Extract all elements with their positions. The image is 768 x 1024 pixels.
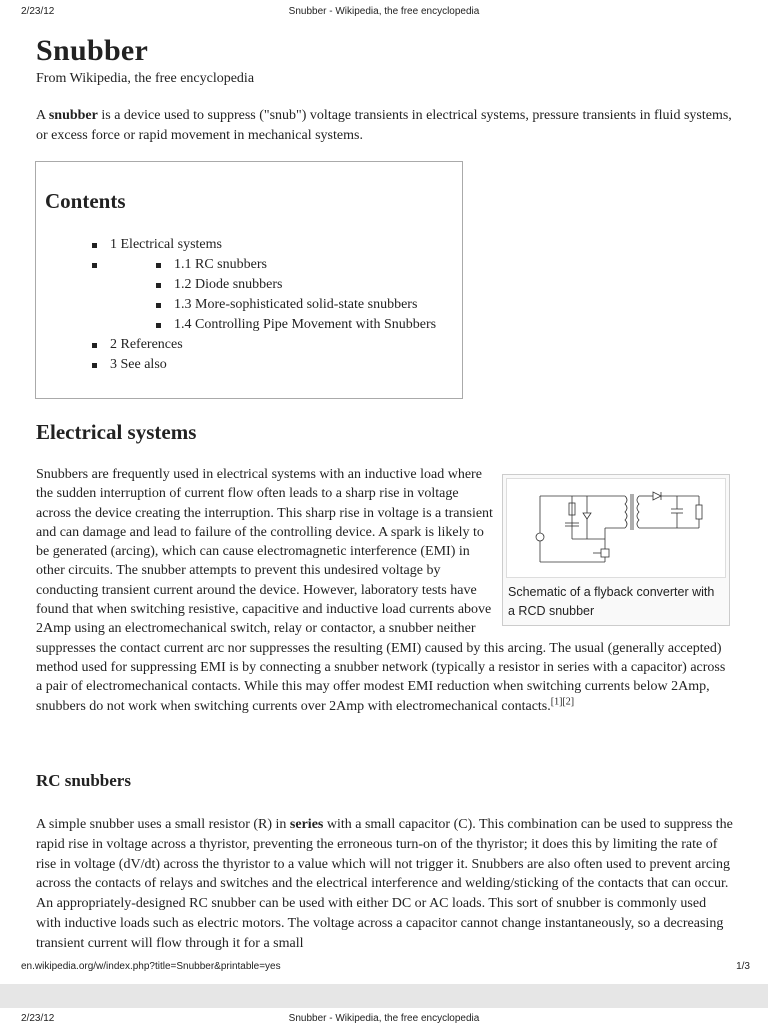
toc-heading: Contents: [45, 189, 126, 213]
intro-text-pre: A: [36, 108, 49, 123]
reference-links[interactable]: [1][2]: [550, 695, 575, 707]
intro-paragraph: [36, 106, 732, 146]
toc-list: [92, 235, 436, 375]
toc-item-diode-snubbers[interactable]: 1.2 Diode snubbers: [156, 275, 436, 295]
figure-caption: Schematic of a flyback converter with a RCD snubber: [508, 585, 715, 618]
electrical-body-text: Snubbers are frequently used in electrical systems with an inductive load where the sudden interruption of current flow often leads to a sharp rise in voltage across the device creating the interruption. This sharp rise in voltage is a transient and can damage and lead to failure of the controlling device. A spark is likely to be generated (arcing), which can cause electromagnetic interference (EMI) in other circuits. The snubber attempts to prevent this undesired voltage by conducting transient current around the device. However, laboratory tests have found that when switching resistive, capacitive and inductive load currents above 2Amp using an electromechanical switch, relay or contactor, a snubber neither suppresses the contact current arc nor suppresses the resulting (EMI) caused by this arcing. The usual (generally accepted) method used for suppressing EMI is by connecting a snubber network (typically a resistor in series with a capacitor) across a pair of electromechanical contacts. While this may offer modest EMI reduction when switching currents below 2Amp, snubbers do not work when switching currents over 2Amp with electromechanical contacts.: [36, 467, 726, 714]
figure-flyback-schematic: [502, 474, 730, 626]
page-subtitle: From Wikipedia, the free encyclopedia: [36, 71, 255, 86]
print-title: Snubber - Wikipedia, the free encyclopedia: [288, 6, 480, 17]
toc-item-references[interactable]: 2 References: [92, 335, 436, 355]
page-break-gap: [0, 984, 768, 1008]
rc-text-pre: A simple snubber uses a small resistor (R) in: [36, 817, 290, 832]
toc-item-see-also[interactable]: 3 See also: [92, 355, 436, 375]
rc-snubbers-paragraph: [36, 815, 734, 954]
next-print-title: Snubber - Wikipedia, the free encyclopedia: [288, 1013, 480, 1024]
print-date: 2/23/12: [21, 6, 55, 17]
intro-bold-term: snubber: [48, 108, 98, 123]
section-heading-rc-snubbers: RC snubbers: [36, 771, 131, 790]
section-heading-electrical: Electrical systems: [36, 420, 197, 444]
next-print-date: 2/23/12: [21, 1013, 55, 1024]
table-of-contents: [35, 161, 463, 399]
schematic-thumbnail[interactable]: [506, 478, 726, 578]
rc-bold-term: series: [289, 817, 324, 832]
toc-item-electrical-systems[interactable]: 1 Electrical systems: [92, 235, 436, 255]
toc-item-solid-state-snubbers[interactable]: 1.3 More-sophisticated solid-state snubbers: [156, 295, 436, 315]
page-title: Snubber: [36, 34, 149, 67]
toc-item-pipe-movement[interactable]: 1.4 Controlling Pipe Movement with Snubbers: [156, 315, 436, 335]
print-page-number: 1/3: [736, 961, 750, 972]
toc-sublist: [92, 255, 436, 335]
flyback-schematic-diagram: [507, 479, 725, 577]
toc-sublist-container: [92, 255, 436, 335]
rc-text-post: with a small capacitor (C). This combination can be used to suppress the rapid rise in voltage across a thyristor, preventing the erroneous turn-on of the thyristor; it does this by limiting the rate of rise in voltage (dV/dt) across the thyristor to a value which will not trigger it. Snubbers are also often used to prevent arcing across the contacts of relays and switches and the electrical interference and welding/sticking of the contacts that can occur. An appropriately-designed RC snubber can be used with either DC or AC loads. This sort of snubber is commonly used with inductive loads such as electric motors. The voltage across a capacitor cannot change instantaneously, so a decreasing transient current will flow through it for a small: [36, 817, 733, 951]
print-url: en.wikipedia.org/w/index.php?title=Snubber&printable=yes: [21, 961, 281, 972]
intro-text-post: is a device used to suppress ("snub") voltage transients in electrical systems, pressure transients in fluid systems, or excess force or rapid movement in mechanical systems.: [36, 108, 732, 143]
toc-item-rc-snubbers[interactable]: 1.1 RC snubbers: [156, 255, 436, 275]
